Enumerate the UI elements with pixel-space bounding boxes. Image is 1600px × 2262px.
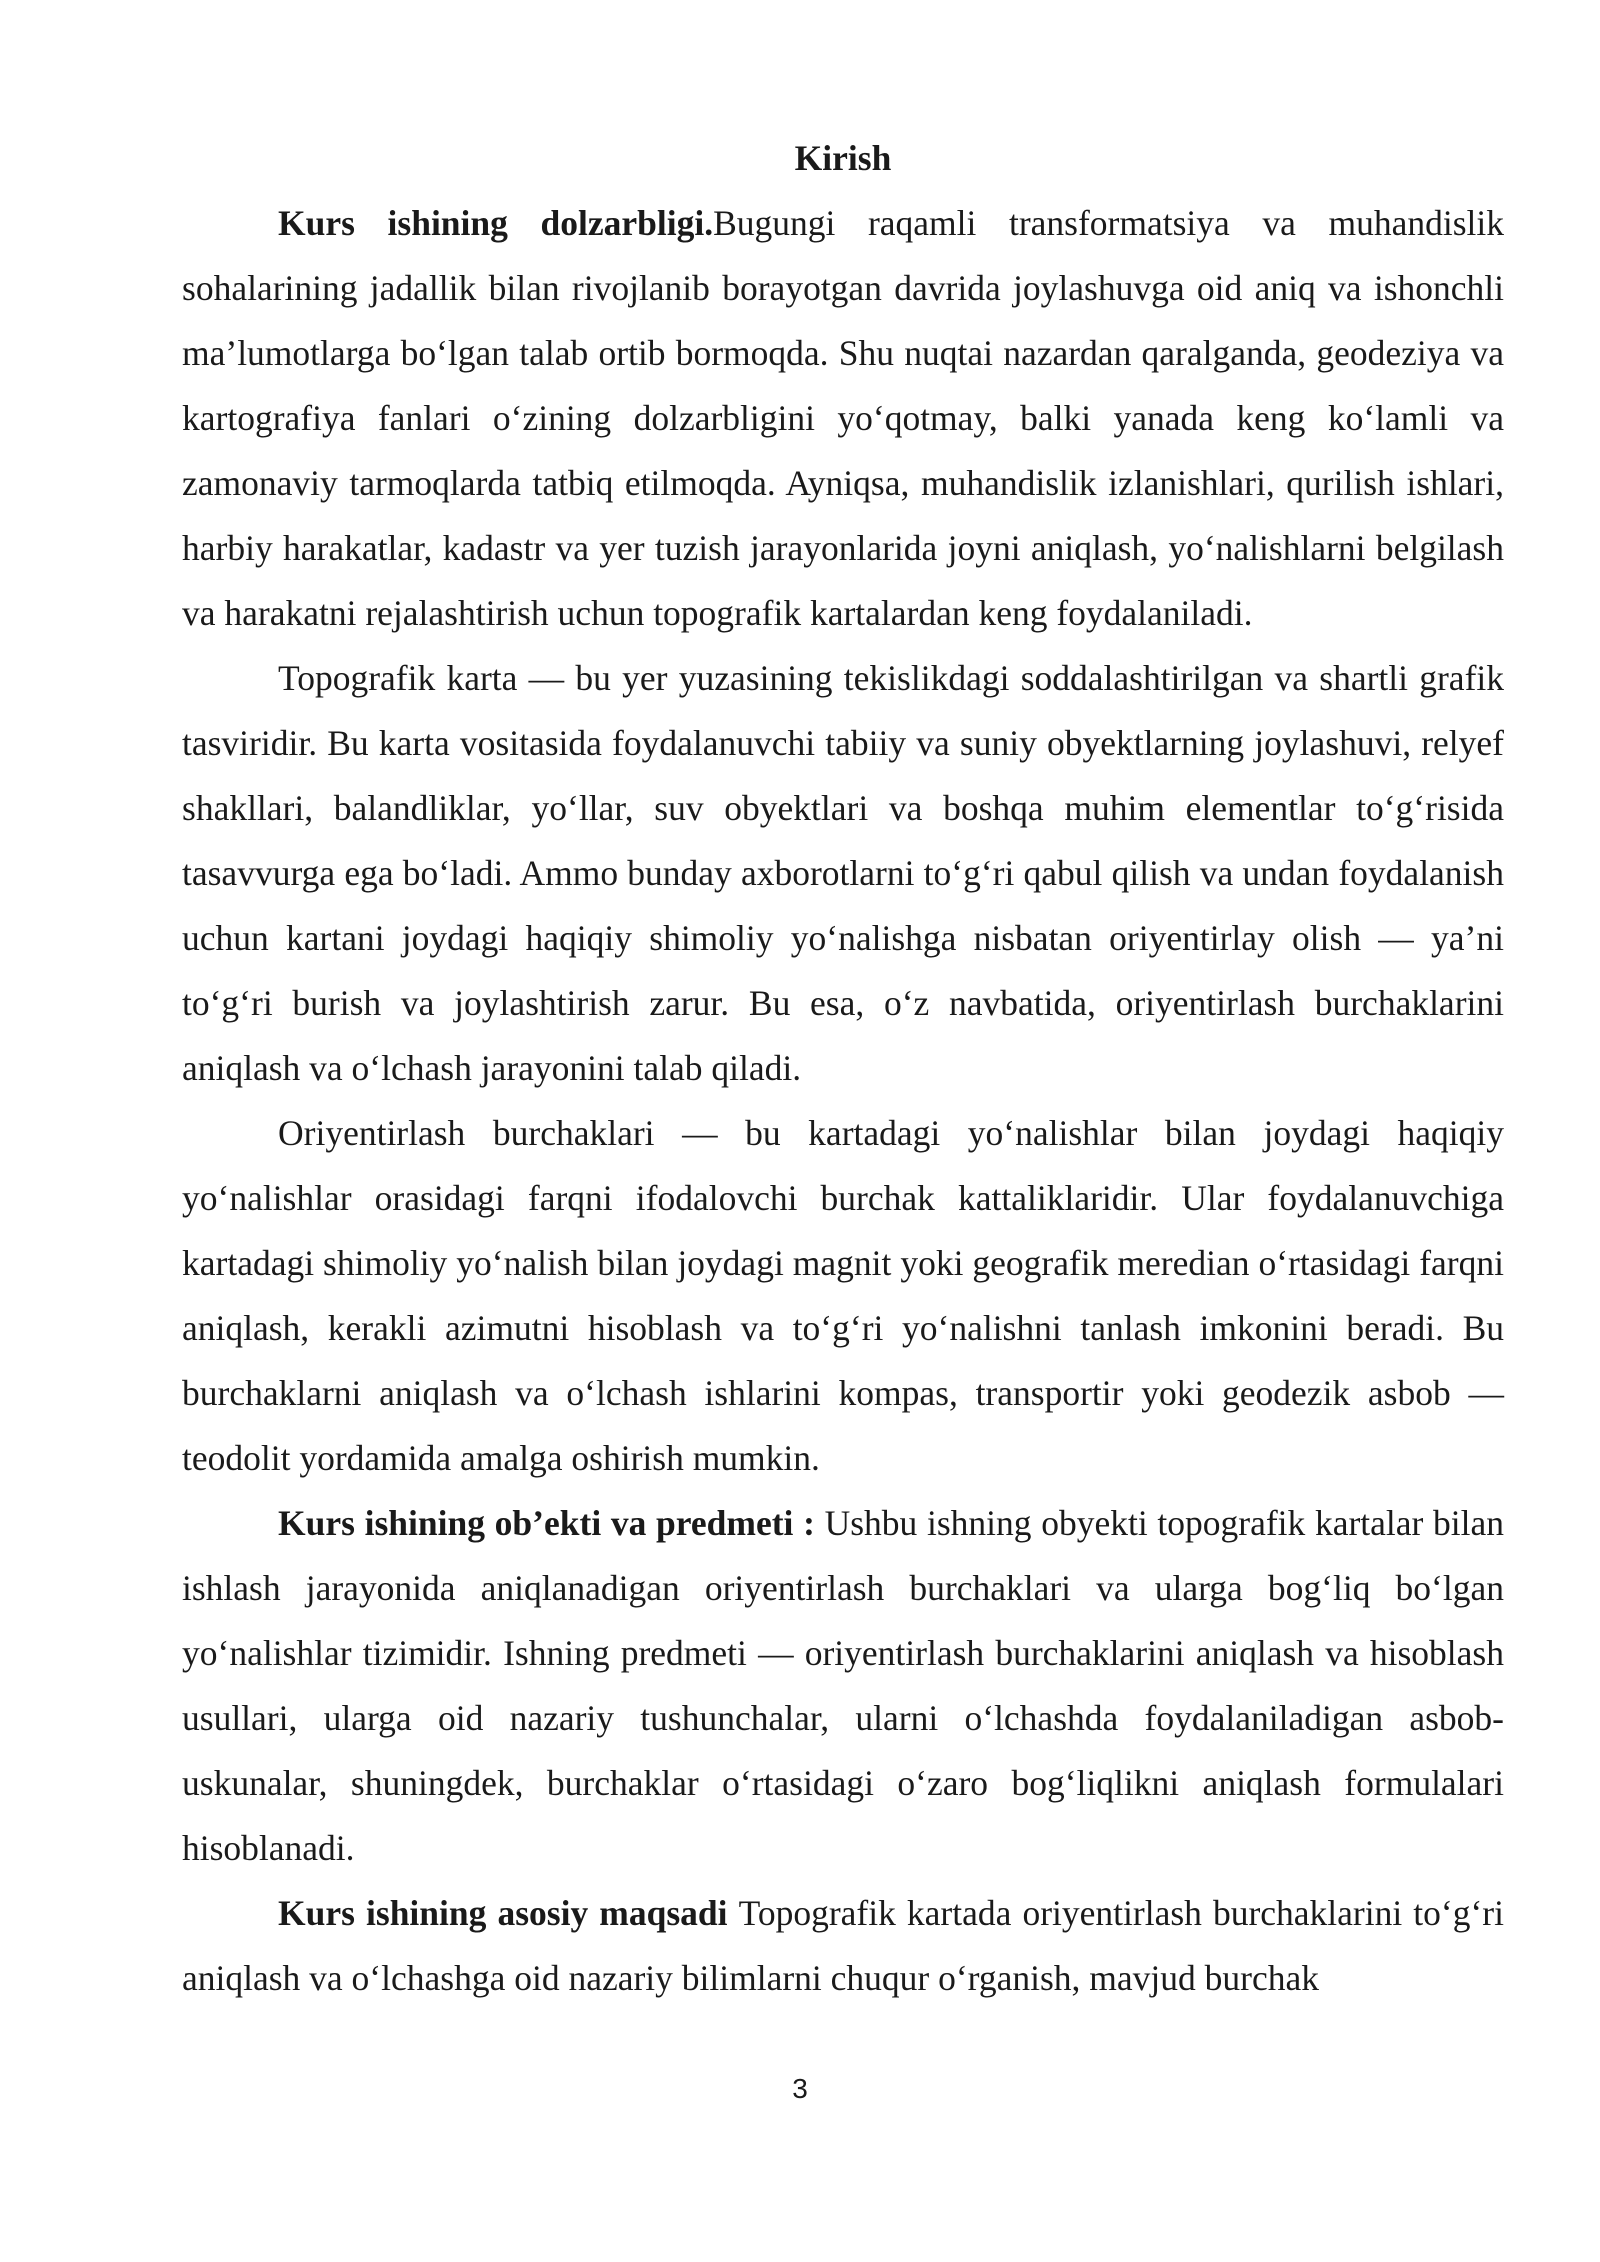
paragraph-text: Ushbu ishning obyekti topografik kartalar bilan ishlash jarayonida aniqlanadigan oriyentirlash burchaklari va ularga bog‘liq bo‘lgan yo‘nalishlar tizimidir. Ishning predmeti — oriyentirlash burchaklarini aniqlash va hisoblash usullari, ularga oid nazariy tushunchalar, ularni o‘lchashda foydalaniladigan asbob-uskunalar, shuningdek, burchaklar o‘rtasidagi o‘zaro bog‘liqlikni aniqlash formulalari hisoblanadi. (182, 1503, 1504, 1868)
paragraph-text: Topografik karta — bu yer yuzasining tekislikdagi soddalashtirilgan va shartli grafik tasviridir. Bu karta vositasida foydalanuvchi tabiiy va suniy obyektlarning joylashuvi, relyef shakllari, balandliklar, yo‘llar, suv obyektlari va boshqa muhim elementlar to‘g‘risida tasavvurga ega bo‘ladi. Ammo bunday axborotlarni to‘g‘ri qabul qilish va undan foydalanish uchun kartani joydagi haqiqiy shimoliy yo‘nalishga nisbatan oriyentirlay olish — ya’ni to‘g‘ri burish va joylashtirish zarur. Bu esa, o‘z navbatida, oriyentirlash burchaklarini aniqlash va o‘lchash jarayonini talab qiladi. (182, 658, 1504, 1088)
paragraph-relevance (182, 191, 1504, 646)
page-number: 3 (792, 2073, 808, 2104)
paragraph-main-goal (182, 1881, 1504, 2011)
paragraph-lead: Kurs ishining ob’ekti va predmeti : (278, 1503, 825, 1543)
page-title: Kirish (794, 138, 892, 178)
paragraph-object-subject (182, 1491, 1504, 1881)
paragraph-lead: Kurs ishining dolzarbligi. (278, 203, 714, 243)
paragraph-text: Topografik kartada oriyentirlash burchaklarini to‘g‘ri aniqlash va o‘lchashga oid nazariy bilimlarni chuqur o‘rganish, mavjud burchak (182, 1893, 1504, 1998)
paragraph-orientation-angles (182, 1101, 1504, 1491)
paragraph-text: Oriyentirlash burchaklari — bu kartadagi yo‘nalishlar bilan joydagi haqiqiy yo‘nalishlar orasidagi farqni ifodalovchi burchak kattaliklaridir. Ular foydalanuvchiga kartadagi shimoliy yo‘nalish bilan joydagi magnit yoki geografik meredian o‘rtasidagi farqni aniqlash, kerakli azimutni hisoblash va to‘g‘ri yo‘nalishni tanlash imkonini beradi. Bu burchaklarni aniqlash va o‘lchash ishlarini kompas, transportir yoki geodezik asbob — teodolit yordamida amalga oshirish mumkin. (182, 1113, 1504, 1478)
paragraph-topographic-map (182, 646, 1504, 1101)
page-content (182, 126, 1504, 2011)
paragraph-text: Bugungi raqamli transformatsiya va muhandislik sohalarining jadallik bilan rivojlanib borayotgan davrida joylashuvga oid aniq va ishonchli ma’lumotlarga bo‘lgan talab ortib bormoqda. Shu nuqtai nazardan qaralganda, geodeziya va kartografiya fanlari o‘zining dolzarbligini yo‘qotmay, balki yanada keng ko‘lamli va zamonaviy tarmoqlarda tatbiq etilmoqda. Ayniqsa, muhandislik izlanishlari, qurilish ishlari, harbiy harakatlar, kadastr va yer tuzish jarayonlarida joyni aniqlash, yo‘nalishlarni belgilash va harakatni rejalashtirish uchun topografik kartalardan keng foydalaniladi. (182, 203, 1504, 633)
paragraph-lead: Kurs ishining asosiy maqsadi (278, 1893, 739, 1933)
